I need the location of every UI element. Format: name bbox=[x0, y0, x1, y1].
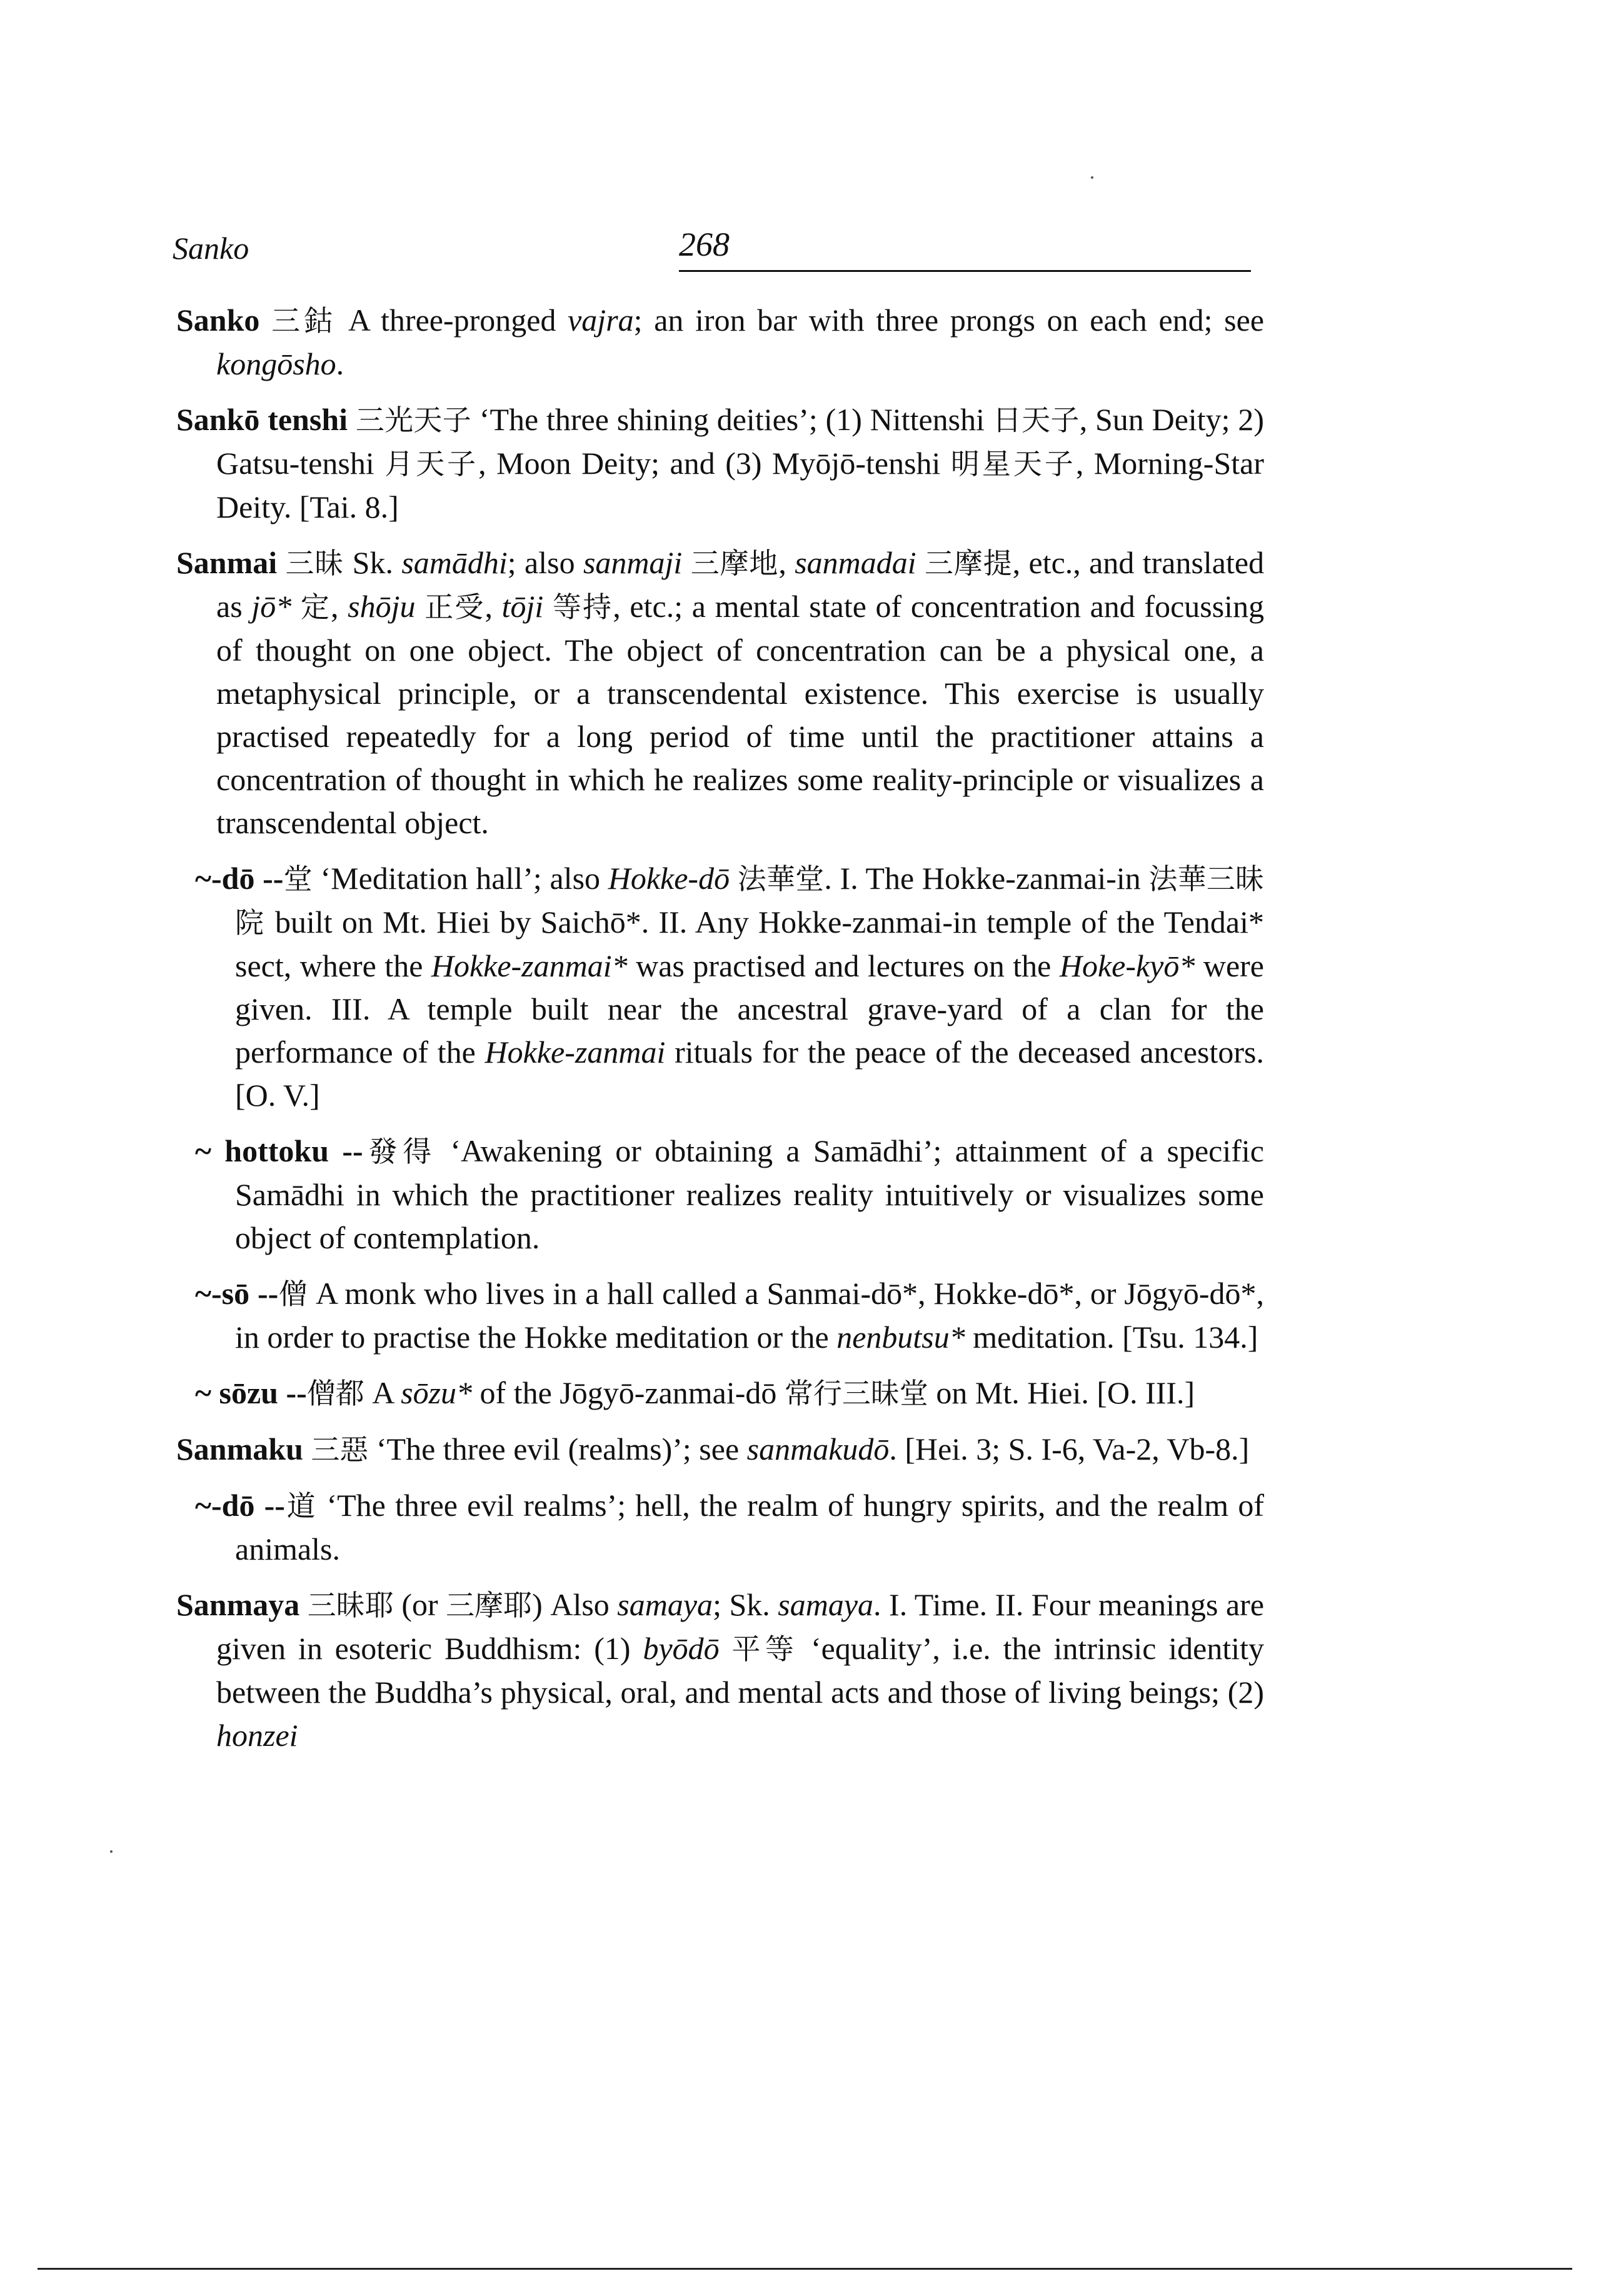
entry-sanmai-hottoku: ~ hottoku --發得 ‘Awakening or obtaining a Samādhi’; attainment of a specific Samādhi in which the practitioner realizes reality intuitively or visualizes some object of contemplation. bbox=[195, 1133, 1265, 1255]
page-header bbox=[173, 225, 1251, 275]
entry-sanmai: Sanmai 三昧 Sk. samādhi; also sanmaji 三摩地, sanmadai 三摩提, etc., and translated as jō* 定, shōju 正受, tōji 等持, etc.; a mental state of concentration and focussing of thought on one object. The object of concentration can be a physical one, a metaphysical principle, or a transcendental existence. This exercise is usually practised repeatedly for a long period of time until the practitioner attains a concentration of thought in which he realizes some reality-principle or visualizes a transcendental object. bbox=[176, 545, 1265, 840]
kanji: 道 bbox=[284, 1489, 318, 1523]
headword: ~-sō -- bbox=[195, 1276, 279, 1311]
scan-speck bbox=[110, 1850, 113, 1853]
scan-speck bbox=[1091, 176, 1093, 179]
kanji: 發得 bbox=[363, 1135, 438, 1168]
cross-reference: sanmakudō bbox=[746, 1431, 890, 1466]
headword: Sanmaya bbox=[176, 1587, 300, 1622]
kanji: 三光天子 bbox=[355, 403, 472, 437]
kanji: 三鈷 bbox=[271, 304, 337, 338]
entry-sanmai-sozu: ~ sōzu --僧都 A sōzu* of the Jōgyō-zanmai-dō 常行三昧堂 on Mt. Hiei. [O. III.] bbox=[195, 1375, 1195, 1410]
cross-reference: kongōsho bbox=[216, 346, 336, 381]
kanji: 僧 bbox=[278, 1277, 308, 1311]
entry-sanko: Sanko 三鈷 A three-pronged vajra; an iron bar with three prongs on each end; see kongōsho. bbox=[176, 303, 1265, 381]
headword: Sanmaku bbox=[176, 1431, 303, 1466]
headword: Sanko bbox=[176, 303, 260, 338]
kanji: 僧都 bbox=[306, 1376, 364, 1410]
kanji: 三惡 bbox=[311, 1433, 369, 1466]
entry-sanmaku: Sanmaku 三惡 ‘The three evil (realms)’; see sanmakudō. [Hei. 3; S. I-6, Va-2, Vb-8.] bbox=[176, 1431, 1250, 1466]
header-rule bbox=[679, 270, 1251, 272]
kanji: 三昧 bbox=[285, 546, 344, 580]
headword: ~-dō -- bbox=[195, 861, 284, 896]
entry-sanmaya: Sanmaya 三昧耶 (or 三摩耶) Also samaya; Sk. samaya. I. Time. II. Four meanings are given in esoteric Buddhism: (1) byōdō 平等 ‘equality’, i.e. the intrinsic identity between the Buddha’s physical, oral, and mental acts and those of living beings; (2) honzei bbox=[176, 1587, 1265, 1753]
entry-sanko-tenshi: Sankō tenshi 三光天子 ‘The three shining deities’; (1) Nittenshi 日天子, Sun Deity; 2) Gatsu-tenshi 月天子, Moon Deity; and (3) Myōjō-tenshi 明星天子, Morning-Star Deity. [Tai. 8.] bbox=[176, 402, 1265, 524]
headword: Sanmai bbox=[176, 545, 278, 580]
page-number: 268 bbox=[679, 226, 730, 263]
kanji: 三昧耶 bbox=[307, 1588, 394, 1622]
entry-sanmai-do: ~-dō --堂 ‘Meditation hall’; also Hokke-dō 法華堂. I. The Hokke-zanmai-in 法華三昧院 built on Mt. Hiei by Saichō*. II. Any Hokke-zanmai-in temple of the Tendai* sect, where the Hokke-zanmai* was practised and lectures on the Hoke-kyō* were given. III. A temple built near the ancestral grave-yard of a clan for the performance of the Hokke-zanmai rituals for the peace of the deceased ancestors. [O. V.] bbox=[195, 861, 1265, 1113]
headword: ~-dō -- bbox=[195, 1488, 285, 1523]
kanji: 堂 bbox=[283, 862, 313, 896]
running-head: Sanko bbox=[173, 231, 249, 266]
headword: Sankō tenshi bbox=[176, 402, 348, 437]
entry-sanmai-so: ~-sō --僧 A monk who lives in a hall called a Sanmai-dō*, Hokke-dō*, or Jōgyō-dō*, in order to practise the Hokke meditation or the nenbutsu* meditation. [Tsu. 134.] bbox=[195, 1276, 1264, 1355]
headword: ~ sōzu -- bbox=[195, 1375, 307, 1410]
dictionary-column bbox=[176, 299, 1264, 1770]
bottom-rule bbox=[38, 2268, 1572, 2270]
headword: ~ hottoku -- bbox=[195, 1133, 363, 1168]
entry-sanmaku-do: ~-dō --道 ‘The three evil realms’; hell, the realm of hungry spirits, and the realm of animals. bbox=[195, 1488, 1264, 1567]
